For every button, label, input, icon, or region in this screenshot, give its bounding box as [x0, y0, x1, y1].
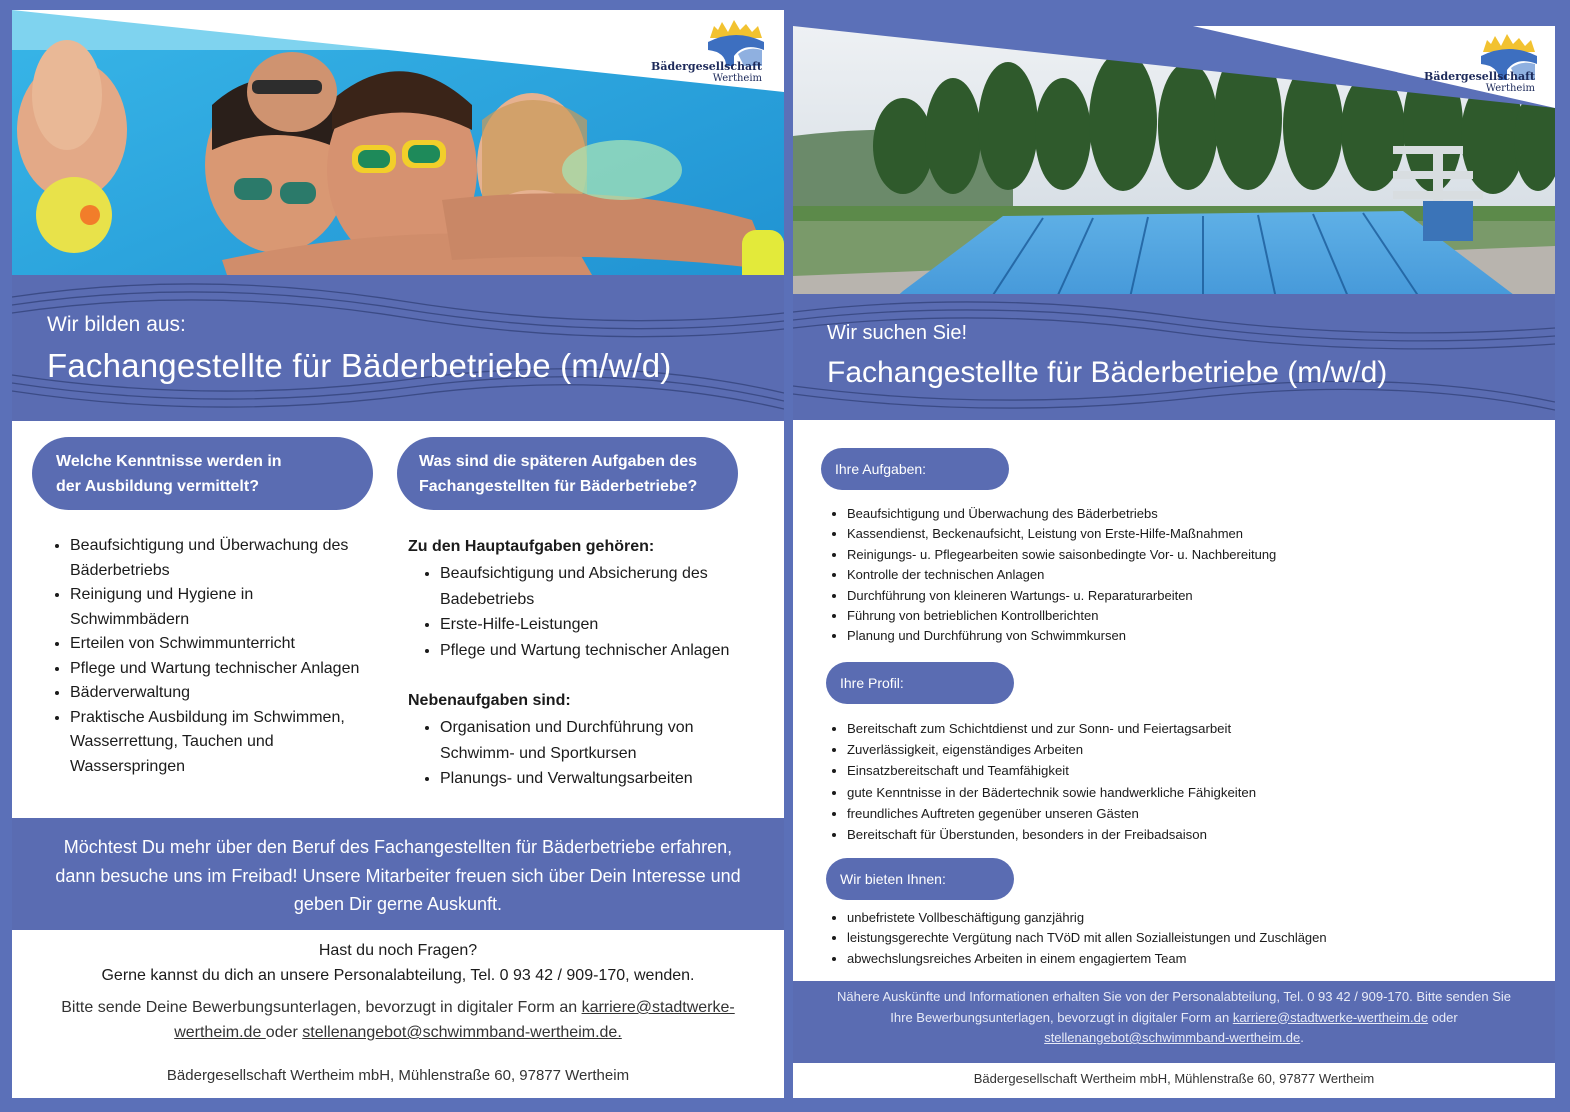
- main-tasks-heading: Zu den Hauptaufgaben gehören:: [408, 538, 655, 555]
- pill-future-tasks: [397, 437, 738, 510]
- job-offer-email-link[interactable]: stellenangebot@schwimmband-wertheim.de.: [302, 1024, 622, 1041]
- list-item: • leistungsgerechte Vergütung nach TVöD mit allen Sozialleistungen und Zuschlägen: [847, 928, 1327, 948]
- offer-list: [823, 908, 1327, 969]
- footer-end: .: [1300, 1030, 1304, 1045]
- logo-town-text: Wertheim: [712, 73, 762, 84]
- list-item: • Beaufsichtigung und Absicherung des Badebetriebs: [440, 561, 768, 612]
- list-item: • Planungs- und Verwaltungsarbeiten: [440, 766, 768, 792]
- footer-line-2: Ihre Bewerbungsunterlagen, bevorzugt in digitaler Form an: [890, 1009, 1233, 1025]
- apply-text: Bitte sende Deine Bewerbungsunterlagen, bevorzugt in digitaler Form an: [61, 999, 582, 1016]
- list-item: • Pflege und Wartung technischer Anlagen: [440, 638, 768, 664]
- career-email-link-continued[interactable]: wertheim.de: [174, 1024, 266, 1041]
- questions-title: Hast du noch Fragen?: [318, 942, 478, 959]
- cta-line-3: geben Dir gerne Auskunft.: [293, 894, 503, 914]
- list-item: • Führung von betrieblichen Kontrollberichten: [847, 606, 1276, 626]
- offer-label: Wir bieten Ihnen:: [826, 858, 1014, 900]
- banner-headline: Fachangestellte für Bäderbetriebe (m/w/d): [827, 356, 1388, 389]
- footer-or-text: oder: [1428, 1009, 1458, 1025]
- company-address: Bädergesellschaft Wertheim mbH, Mühlenstraße 60, 97877 Wertheim: [973, 1071, 1375, 1086]
- side-tasks-heading: Nebenaufgaben sind:: [408, 692, 571, 709]
- title-banner: [12, 275, 784, 421]
- profile-list: [823, 718, 1256, 845]
- contact-footer: [793, 981, 1555, 1063]
- job-offer-email-link[interactable]: stellenangebot@schwimmband-wertheim.de: [1044, 1030, 1301, 1045]
- logo-town-text: Wertheim: [1485, 83, 1535, 94]
- pill-future-tasks-line-2: Fachangestellten für Bäderbetriebe?: [419, 477, 698, 495]
- list-item: • Kontrolle der technischen Anlagen: [847, 565, 1276, 585]
- list-item: • Bereitschaft zum Schichtdienst und zur Sonn- und Feiertagsarbeit: [847, 718, 1256, 739]
- questions-text: Gerne kannst du dich an unsere Personalabteilung, Tel. 0 93 42 / 909-170, wenden.: [101, 967, 695, 984]
- skills-list: [42, 534, 372, 779]
- logo-brand-text: Bädergesellschaft: [1424, 70, 1535, 83]
- list-item: • freundliches Auftreten gegenüber unseren Gästen: [847, 803, 1256, 824]
- list-item: • Planung und Durchführung von Schwimmkursen: [847, 626, 1276, 646]
- logo-emblem-icon: [704, 16, 768, 66]
- profile-label: Ihre Profil:: [826, 662, 1014, 704]
- cta-line-2: dann besuche uns im Freibad! Unsere Mitarbeiter freuen sich über Dein Interesse und: [55, 865, 741, 886]
- list-item: • Organisation und Durchführung von Schwimm- und Sportkursen: [440, 715, 768, 766]
- skills-column: [42, 534, 372, 779]
- career-email-link[interactable]: karriere@stadtwerke-: [581, 999, 735, 1016]
- banner-kicker: Wir suchen Sie!: [827, 322, 968, 344]
- list-item: • Erste-Hilfe-Leistungen: [440, 612, 768, 638]
- list-item: • Bäderverwaltung: [70, 681, 372, 706]
- list-item: • Bereitschaft für Überstunden, besonders in der Freibadsaison: [847, 824, 1256, 845]
- company-logo: [610, 16, 774, 86]
- list-item: • Zuverlässigkeit, eigenständiges Arbeiten: [847, 739, 1256, 760]
- apply-or-text: oder: [265, 1024, 303, 1041]
- tasks-label: Ihre Aufgaben:: [821, 448, 1009, 490]
- list-item: • gute Kenntnisse in der Bädertechnik sowie handwerkliche Fähigkeiten: [847, 782, 1256, 803]
- pill-knowledge: [32, 437, 373, 510]
- side-tasks-list: [408, 715, 768, 792]
- pill-knowledge-line-1: Welche Kenntnisse werden in: [56, 452, 282, 470]
- banner-headline: Fachangestellte für Bäderbetriebe (m/w/d): [47, 347, 672, 384]
- list-item: • Einsatzbereitschaft und Teamfähigkeit: [847, 760, 1256, 781]
- list-item: • Reinigung und Hygiene in Schwimmbädern: [70, 583, 372, 632]
- logo-brand-text: Bädergesellschaft: [651, 60, 762, 73]
- visit-invitation: [12, 818, 784, 930]
- footer-line-1: Nähere Auskünfte und Informationen erhalten Sie von der Personalabteilung, Tel. 0 93 42 / 909-170. Bitte senden Sie: [836, 989, 1512, 1004]
- main-tasks-list: [408, 561, 768, 663]
- list-item: • Reinigungs- u. Pflegearbeiten sowie saisonbedingte Vor- u. Nachbereitung: [847, 545, 1276, 565]
- pill-future-tasks-line-1: Was sind die späteren Aufgaben des: [419, 452, 697, 470]
- list-item: • unbefristete Vollbeschäftigung ganzjährig: [847, 908, 1327, 928]
- list-item: • Beaufsichtigung und Überwachung des Bäderbetriebs: [847, 504, 1276, 524]
- title-banner: [793, 294, 1555, 420]
- apprenticeship-poster: [12, 10, 784, 1098]
- banner-kicker: Wir bilden aus:: [47, 313, 186, 336]
- application-block: [12, 995, 784, 1045]
- company-address: Bädergesellschaft Wertheim mbH, Mühlenstraße 60, 97877 Wertheim: [166, 1067, 630, 1084]
- tasks-column: [408, 535, 768, 792]
- job-offer-poster: [793, 26, 1555, 1098]
- company-logo: [1383, 30, 1547, 100]
- career-email-link[interactable]: karriere@stadtwerke-wertheim.de: [1232, 1009, 1429, 1025]
- tasks-list: [823, 504, 1276, 647]
- list-item: • Pflege und Wartung technischer Anlagen: [70, 657, 372, 682]
- list-item: • abwechslungsreiches Arbeiten in einem engagiertem Team: [847, 949, 1327, 969]
- list-item: • Beaufsichtigung und Überwachung des Bäderbetriebs: [70, 534, 372, 583]
- list-item: • Kassendienst, Beckenaufsicht, Leistung von Erste-Hilfe-Maßnahmen: [847, 524, 1276, 544]
- list-item: • Durchführung von kleineren Wartungs- u. Reparaturarbeiten: [847, 586, 1276, 606]
- list-item: • Praktische Ausbildung im Schwimmen, Wasserrettung, Tauchen und Wasserspringen: [70, 706, 372, 780]
- questions-block: [12, 938, 784, 988]
- list-item: • Erteilen von Schwimmunterricht: [70, 632, 372, 657]
- pill-knowledge-line-2: der Ausbildung vermittelt?: [56, 477, 259, 495]
- cta-line-1: Möchtest Du mehr über den Beruf des Fachangestellten für Bäderbetriebe erfahren,: [63, 837, 733, 857]
